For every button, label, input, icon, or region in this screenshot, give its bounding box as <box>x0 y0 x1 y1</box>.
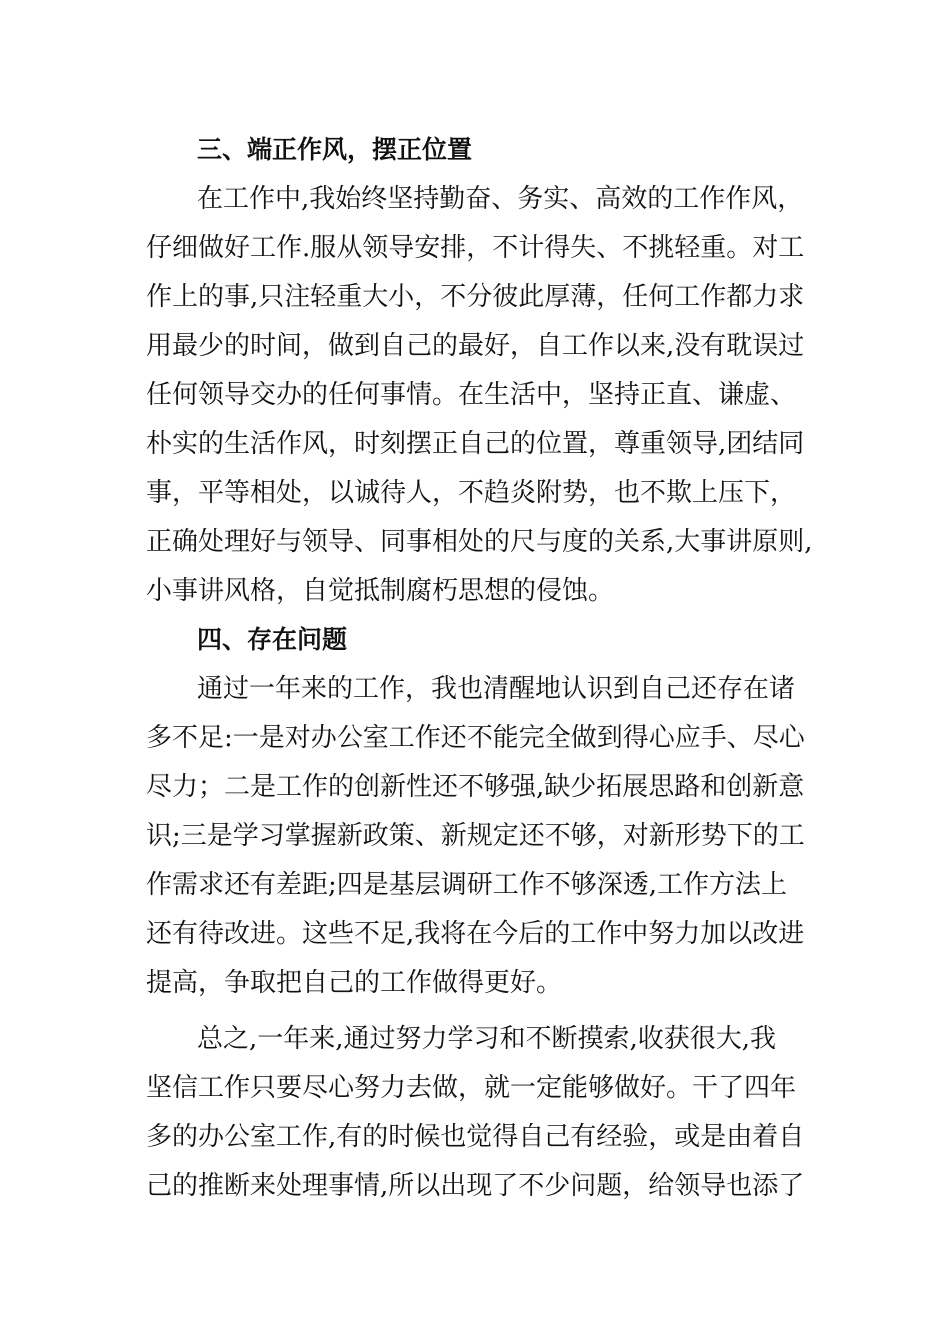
paragraph-line: 事，平等相处，以诚待人，不趋炎附势，也不欺上压下， <box>146 478 797 508</box>
section-heading-4: 四、存在问题 <box>197 625 348 654</box>
paragraph-line: 尽力；二是工作的创新性还不够强,缺少拓展思路和创新意 <box>146 772 805 802</box>
section-heading-3: 三、端正作风，摆正位置 <box>197 135 473 164</box>
paragraph-line: 多不足:一是对办公室工作还不能完全做到得心应手、尽心 <box>146 723 805 753</box>
paragraph-line: 总之,一年来,通过努力学习和不断摸索,收获很大,我 <box>197 1024 777 1054</box>
paragraph-line: 小事讲风格，自觉抵制腐朽思想的侵蚀。 <box>146 576 615 606</box>
paragraph-line: 朴实的生活作风，时刻摆正自己的位置，尊重领导,团结同 <box>146 429 805 459</box>
paragraph-line: 任何领导交办的任何事情。在生活中，坚持正直、谦虚、 <box>146 380 797 410</box>
paragraph-line: 作需求还有差距;四是基层调研工作不够深透,工作方法上 <box>146 870 788 900</box>
paragraph-line: 提高，争取把自己的工作做得更好。 <box>146 968 563 998</box>
paragraph-line: 作上的事,只注轻重大小，不分彼此厚薄，任何工作都力求 <box>146 282 805 312</box>
paragraph-line: 正确处理好与领导、同事相处的尺与度的关系,大事讲原则, <box>146 527 813 557</box>
paragraph-line: 仔细做好工作.服从领导安排，不计得失、不挑轻重。对工 <box>146 233 805 263</box>
paragraph-line: 在工作中,我始终坚持勤奋、务实、高效的工作作风， <box>197 184 804 214</box>
paragraph-line: 还有待改进。这些不足,我将在今后的工作中努力加以改进 <box>146 919 805 949</box>
paragraph-line: 己的推断来处理事情,所以出现了不少问题，给领导也添了 <box>146 1171 805 1201</box>
paragraph-line: 坚信工作只要尽心努力去做，就一定能够做好。干了四年 <box>146 1073 797 1103</box>
paragraph-line: 多的办公室工作,有的时候也觉得自己有经验，或是由着自 <box>146 1122 805 1152</box>
paragraph-line: 用最少的时间，做到自己的最好，自工作以来,没有耽误过 <box>146 331 805 361</box>
paragraph-line: 识;三是学习掌握新政策、新规定还不够，对新形势下的工 <box>146 821 805 851</box>
paragraph-line: 通过一年来的工作，我也清醒地认识到自己还存在诸 <box>197 674 796 704</box>
